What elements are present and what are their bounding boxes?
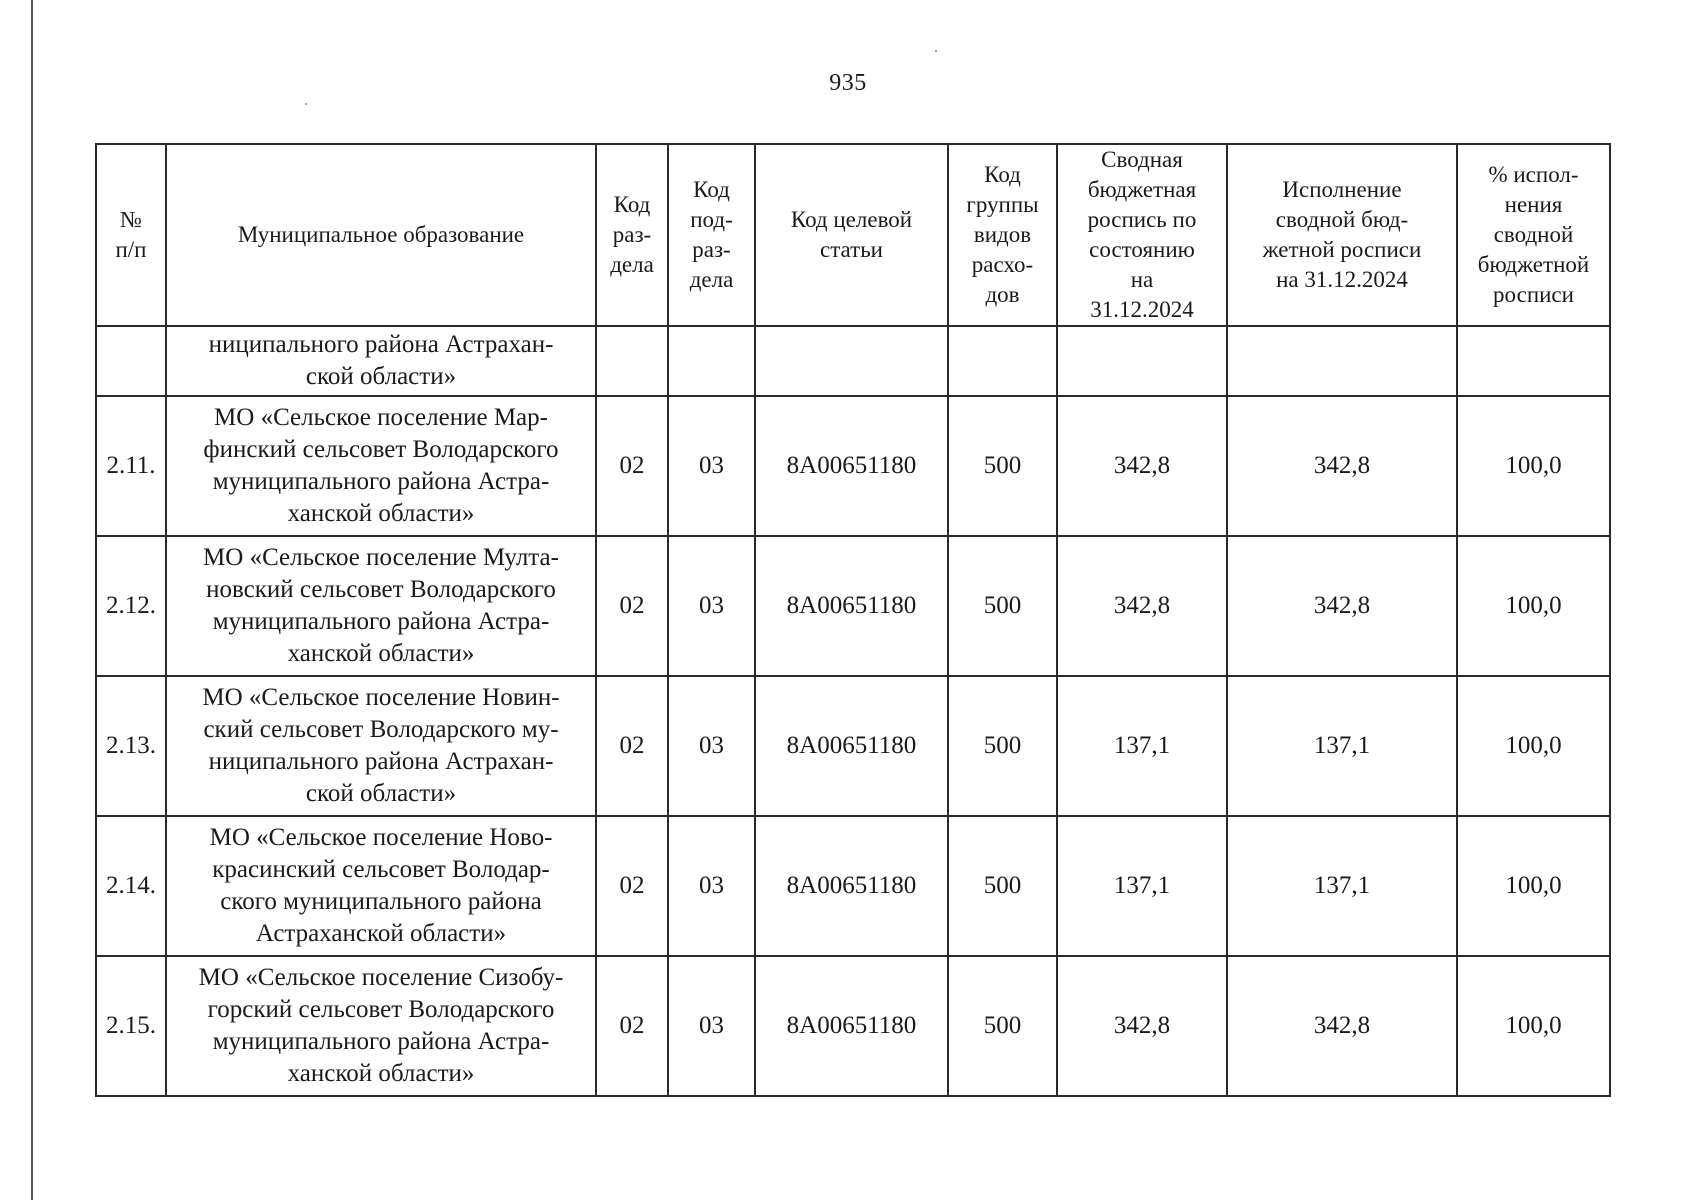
header-cell xyxy=(948,144,1057,326)
municipality-name xyxy=(166,816,596,956)
expense-group-code: 500 xyxy=(948,816,1057,956)
text-line: ской области» xyxy=(305,363,457,390)
text-line: сводной бюд- xyxy=(1275,207,1409,232)
table-row xyxy=(96,536,1610,676)
text-line: на 31.12.2024 xyxy=(1276,267,1408,292)
text-line: раз- xyxy=(612,222,652,247)
target-article-code: 8А00651180 xyxy=(755,956,948,1096)
municipality-name xyxy=(166,956,596,1096)
expense-group-code: 500 xyxy=(948,396,1057,536)
text-line: росписи xyxy=(1493,282,1574,307)
text-line: дов xyxy=(985,282,1020,307)
execution-percent: 100,0 xyxy=(1457,396,1610,536)
target-article-code: 8А00651180 xyxy=(755,816,948,956)
text-line: ханской области» xyxy=(287,500,475,527)
planned-amount: 137,1 xyxy=(1057,816,1227,956)
text-line: Сводная xyxy=(1101,147,1183,172)
table-row xyxy=(96,676,1610,816)
text-line: бюджетной xyxy=(1477,252,1590,277)
text-line: бюджетная xyxy=(1087,177,1197,202)
header-cell xyxy=(1227,144,1457,326)
executed-amount: 342,8 xyxy=(1227,536,1457,676)
section-code: 02 xyxy=(596,396,668,536)
page-number: 935 xyxy=(829,70,867,96)
text-line: Астраханской области» xyxy=(255,920,507,947)
section-code: 02 xyxy=(596,956,668,1096)
text-line: дела xyxy=(610,252,654,277)
text-line: муниципального района Астра- xyxy=(212,1028,550,1055)
header-cell xyxy=(1057,144,1227,326)
text-line: расхо- xyxy=(971,252,1034,277)
text-line: ханской области» xyxy=(287,1060,475,1087)
text-line: видов xyxy=(973,222,1032,247)
table-cell xyxy=(755,326,948,396)
planned-amount: 137,1 xyxy=(1057,676,1227,816)
text-line: жетной росписи xyxy=(1262,237,1422,262)
execution-percent: 100,0 xyxy=(1457,816,1610,956)
row-number: 2.12. xyxy=(96,536,166,676)
text-line: муниципального района Астра- xyxy=(212,468,550,495)
text-line: под- xyxy=(690,207,733,232)
text-line: % испол- xyxy=(1488,162,1579,187)
text-line: МО «Сельское поселение Сизобу- xyxy=(198,964,564,991)
subsection-code: 03 xyxy=(668,536,755,676)
scan-speck xyxy=(935,50,937,52)
header-cell xyxy=(166,144,596,326)
expense-group-code: 500 xyxy=(948,536,1057,676)
table-row xyxy=(96,956,1610,1096)
text-line: роспись по xyxy=(1087,207,1197,232)
budget-execution-table xyxy=(95,143,1611,1097)
table-row xyxy=(96,816,1610,956)
header-cell xyxy=(1457,144,1610,326)
text-line: Код целевой xyxy=(790,207,913,232)
continuation-name-cell xyxy=(166,326,596,396)
text-line: статьи xyxy=(819,237,883,262)
text-line: сводной xyxy=(1493,222,1574,247)
expense-group-code: 500 xyxy=(948,956,1057,1096)
subsection-code: 03 xyxy=(668,956,755,1096)
table-cell xyxy=(668,326,755,396)
text-line: п/п xyxy=(115,237,147,262)
subsection-code: 03 xyxy=(668,676,755,816)
execution-percent: 100,0 xyxy=(1457,676,1610,816)
table-cell xyxy=(596,326,668,396)
row-number: 2.11. xyxy=(96,396,166,536)
table-cell xyxy=(1227,326,1457,396)
text-line: 31.12.2024 xyxy=(1090,297,1194,322)
row-number: 2.14. xyxy=(96,816,166,956)
text-line: ской области» xyxy=(305,780,457,807)
target-article-code: 8А00651180 xyxy=(755,536,948,676)
header-cell xyxy=(596,144,668,326)
row-number: 2.15. xyxy=(96,956,166,1096)
text-line: финский сельсовет Володарского xyxy=(203,436,559,463)
text-line: Код xyxy=(693,177,730,202)
target-article-code: 8А00651180 xyxy=(755,676,948,816)
text-line: на xyxy=(1130,267,1154,292)
header-cell xyxy=(668,144,755,326)
text-line: дела xyxy=(689,267,734,292)
table-cell xyxy=(1057,326,1227,396)
text-line: Код xyxy=(613,192,651,217)
header-cell xyxy=(96,144,166,326)
executed-amount: 342,8 xyxy=(1227,396,1457,536)
page-margin-rule xyxy=(31,0,33,1200)
section-code: 02 xyxy=(596,816,668,956)
text-line: нения xyxy=(1504,192,1563,217)
scan-speck xyxy=(305,103,307,105)
subsection-code: 03 xyxy=(668,396,755,536)
text-line: МО «Сельское поселение Мар- xyxy=(214,404,548,431)
section-code: 02 xyxy=(596,536,668,676)
row-number: 2.13. xyxy=(96,676,166,816)
municipality-name xyxy=(166,676,596,816)
expense-group-code: 500 xyxy=(948,676,1057,816)
executed-amount: 137,1 xyxy=(1227,816,1457,956)
continuation-row xyxy=(96,326,1610,396)
text-line: МО «Сельское поселение Мулта- xyxy=(203,544,559,571)
text-line: МО «Сельское поселение Ново- xyxy=(209,824,553,851)
text-line: горский сельсовет Володарского xyxy=(207,996,555,1023)
executed-amount: 137,1 xyxy=(1227,676,1457,816)
planned-amount: 342,8 xyxy=(1057,396,1227,536)
section-code: 02 xyxy=(596,676,668,816)
municipality-name xyxy=(166,536,596,676)
executed-amount: 342,8 xyxy=(1227,956,1457,1096)
text-line: МО «Сельское поселение Новин- xyxy=(202,684,560,711)
execution-percent: 100,0 xyxy=(1457,956,1610,1096)
table-cell xyxy=(948,326,1057,396)
text-line: Муниципальное образование xyxy=(237,222,525,247)
text-line: ского муниципального района xyxy=(220,888,542,915)
text-line: раз- xyxy=(692,237,731,262)
header-cell xyxy=(755,144,948,326)
text-line: ханской области» xyxy=(287,640,475,667)
text-line: ниципального района Астрахан- xyxy=(208,748,554,775)
planned-amount: 342,8 xyxy=(1057,536,1227,676)
text-line: ниципального района Астрахан- xyxy=(208,331,554,358)
text-line: новский сельсовет Володарского xyxy=(206,576,556,603)
text-line: муниципального района Астра- xyxy=(212,608,550,635)
text-line: группы xyxy=(966,192,1039,217)
text-line: ский сельсовет Володарского му- xyxy=(203,716,559,743)
text-line: № xyxy=(120,207,142,232)
planned-amount: 342,8 xyxy=(1057,956,1227,1096)
text-line: Исполнение xyxy=(1282,177,1402,202)
text-line: красинский сельсовет Володар- xyxy=(212,856,550,883)
execution-percent: 100,0 xyxy=(1457,536,1610,676)
table-cell xyxy=(96,326,166,396)
target-article-code: 8А00651180 xyxy=(755,396,948,536)
text-line: состоянию xyxy=(1089,237,1195,262)
subsection-code: 03 xyxy=(668,816,755,956)
text-line: Код xyxy=(984,162,1021,187)
table-cell xyxy=(1457,326,1610,396)
table-row xyxy=(96,396,1610,536)
table-header-row xyxy=(96,144,1610,326)
municipality-name xyxy=(166,396,596,536)
